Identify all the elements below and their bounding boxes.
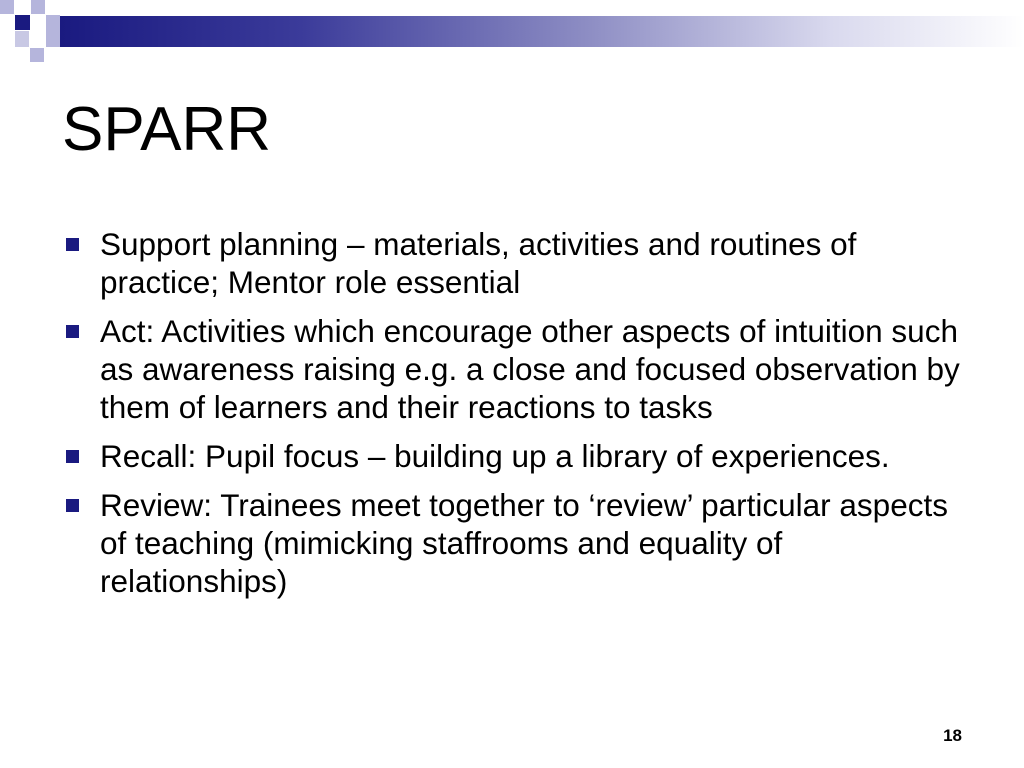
bullet-item [66, 437, 966, 475]
square-bullet-icon [66, 499, 79, 512]
corner-decoration-square [30, 48, 44, 62]
corner-decoration-square [15, 31, 29, 47]
bullet-item [66, 225, 966, 301]
corner-decoration-square [31, 0, 45, 14]
corner-decoration-square [15, 15, 30, 30]
bullet-list [66, 225, 966, 611]
slide-title: SPARR [62, 95, 272, 164]
corner-decoration-square [0, 0, 14, 14]
bullet-item [66, 312, 966, 426]
bullet-text: Act: Activities which encourage other aspects of intuition such as awareness raising e.g. a close and focused observation by them of learners and their reactions to tasks [100, 313, 960, 425]
corner-decoration-square [46, 15, 60, 47]
bullet-text: Review: Trainees meet together to ‘review’ particular aspects of teaching (mimicking staffrooms and equality of relationships) [100, 487, 948, 599]
bullet-text: Recall: Pupil focus – building up a library of experiences. [100, 438, 890, 474]
square-bullet-icon [66, 238, 79, 251]
bullet-item [66, 486, 966, 600]
bullet-text: Support planning – materials, activities and routines of practice; Mentor role essential [100, 226, 857, 300]
header-gradient-bar [60, 16, 1024, 47]
corner-decoration-gap [30, 15, 45, 47]
square-bullet-icon [66, 450, 79, 463]
square-bullet-icon [66, 325, 79, 338]
page-number: 18 [943, 726, 962, 745]
